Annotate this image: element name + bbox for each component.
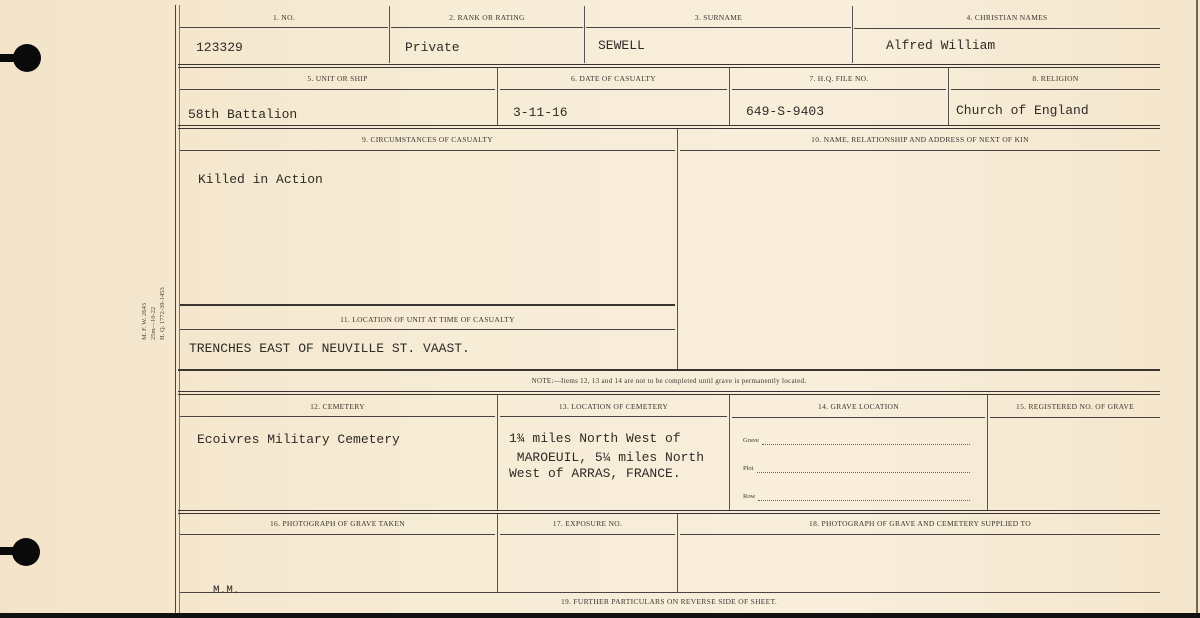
row-field: [758, 500, 970, 501]
divider: [497, 514, 498, 592]
divider: [729, 395, 730, 510]
divider: [680, 534, 1160, 535]
label-date-of-casualty: 6. DATE OF CASUALTY: [570, 74, 656, 83]
circumstances-value: Killed in Action: [198, 172, 323, 187]
divider: [178, 510, 1160, 514]
label-location-of-cemetery: 13. LOCATION OF CEMETERY: [558, 402, 669, 411]
divider: [391, 27, 583, 28]
label-grave-location: 14. GRAVE LOCATION: [818, 402, 899, 411]
divider: [180, 27, 388, 28]
location-of-cemetery-line-3: West of ARRAS, FRANCE.: [509, 466, 681, 481]
right-edge: [1196, 0, 1198, 618]
divider: [178, 369, 1160, 371]
label-christian-names: 4. CHRISTIAN NAMES: [966, 13, 1048, 22]
label-surname: 3. SURNAME: [694, 13, 743, 22]
label-religion: 8. RELIGION: [1032, 74, 1079, 83]
divider: [178, 391, 1160, 395]
label-registered-no: 15. REGISTERED NO. OF GRAVE: [1016, 402, 1134, 411]
divider: [180, 416, 495, 417]
religion-value: Church of England: [956, 103, 1089, 118]
location-of-cemetery-line-1: 1¾ miles North West of: [509, 431, 681, 446]
divider: [732, 417, 985, 418]
divider: [680, 150, 1160, 151]
divider: [677, 514, 678, 592]
divider: [951, 89, 1160, 90]
grave-label: Grave: [743, 437, 759, 444]
label-hq-file-no: 7. H.Q. FILE NO.: [809, 74, 869, 83]
divider: [990, 417, 1160, 418]
divider: [586, 27, 851, 28]
plot-field: [757, 472, 970, 473]
label-no: 1. NO.: [272, 13, 295, 22]
divider: [180, 89, 495, 90]
divider: [180, 304, 675, 306]
divider: [584, 6, 585, 63]
side-print-line: H. Q. 1772-39-1453: [159, 287, 166, 340]
date-of-casualty-value: 3-11-16: [513, 105, 568, 120]
label-location-of-unit: 11. LOCATION OF UNIT AT TIME OF CASUALTY: [340, 315, 515, 324]
punch-hole-bottom: [12, 538, 40, 566]
divider: [948, 68, 949, 125]
surname-value: SEWELL: [598, 38, 645, 53]
label-unit: 5. UNIT OR SHIP: [307, 74, 368, 83]
divider: [500, 416, 727, 417]
label-circumstances: 9. CIRCUMSTANCES OF CASUALTY: [362, 135, 493, 144]
divider: [180, 592, 1160, 593]
divider: [178, 125, 1160, 129]
location-of-cemetery-line-2: MAROEUIL, 5¼ miles North: [509, 450, 705, 465]
location-of-unit-value: TRENCHES EAST OF NEUVILLE ST. VAAST.: [189, 341, 470, 356]
divider: [180, 329, 675, 330]
divider: [854, 28, 1160, 29]
side-print-line: M. F. W. 2643: [141, 302, 148, 340]
punch-hole-top: [13, 44, 41, 72]
divider: [500, 89, 727, 90]
divider: [497, 68, 498, 125]
divider: [732, 89, 946, 90]
grave-field: [762, 444, 970, 445]
divider: [180, 534, 495, 535]
divider: [497, 395, 498, 510]
label-photo-taken: 16. PHOTOGRAPH OF GRAVE TAKEN: [270, 519, 405, 528]
divider: [389, 6, 390, 63]
divider: [852, 6, 853, 63]
label-rank: 2. RANK OR RATING: [449, 13, 525, 22]
divider: [180, 150, 675, 151]
label-cemetery: 12. CEMETERY: [310, 402, 365, 411]
note: NOTE:—Items 12, 13 and 14 are not to be completed until grave is permanently located.: [531, 377, 807, 385]
divider: [729, 68, 730, 125]
side-print: [140, 270, 170, 340]
service-number: 123329: [196, 40, 243, 55]
row-label: Row: [743, 493, 756, 500]
label-photo-supplied: 18. PHOTOGRAPH OF GRAVE AND CEMETERY SUPPLIED TO: [809, 519, 1031, 528]
divider: [178, 64, 1160, 68]
bottom-edge: [0, 613, 1200, 618]
unit-value: 58th Battalion: [188, 107, 298, 122]
christian-names-value: Alfred William: [886, 38, 996, 53]
label-further-particulars: 19. FURTHER PARTICULARS ON REVERSE SIDE OF SHEET.: [560, 597, 778, 606]
divider: [677, 129, 678, 369]
divider: [987, 395, 988, 510]
label-next-of-kin: 10. NAME, RELATIONSHIP AND ADDRESS OF NEXT OF KIN: [811, 135, 1029, 144]
side-print-line: 25m—10-22: [150, 306, 157, 340]
initials: M.M.: [213, 585, 240, 597]
hq-file-no-value: 649-S-9403: [746, 104, 825, 119]
cemetery-value: Ecoivres Military Cemetery: [197, 432, 400, 447]
divider: [500, 534, 675, 535]
plot-label: Plot: [743, 465, 754, 472]
label-exposure-no: 17. EXPOSURE NO.: [552, 519, 623, 528]
rank-value: Private: [405, 40, 460, 55]
